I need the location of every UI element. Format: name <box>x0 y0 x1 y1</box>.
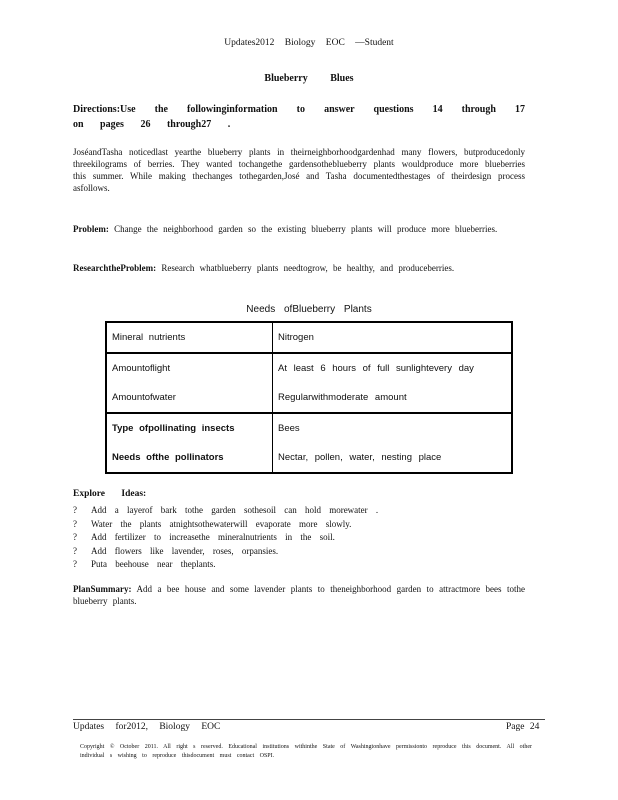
value-cell: Bees <box>278 423 300 434</box>
value-cell: Nectar, pollen, water, nesting place <box>278 452 442 463</box>
need-cell: Mineral nutrients <box>106 322 273 353</box>
need-cell: Amountofwater <box>106 383 273 413</box>
page-number: Page 24 <box>506 722 540 732</box>
problem-label: Problem: <box>73 224 109 234</box>
list-item <box>73 531 513 545</box>
need-cell: Amountoflight <box>106 353 273 383</box>
idea-text: Add a layerof bark tothe garden sothesoil can hold morewater . <box>91 505 379 515</box>
idea-text: Add flowers like lavender, roses, orpansies. <box>91 545 279 556</box>
directions-label: Directions: <box>73 104 121 115</box>
table-row <box>106 443 512 473</box>
ideas-list <box>73 504 513 572</box>
bullet-glyph: ? <box>73 545 77 556</box>
table-row <box>106 322 512 353</box>
need-cell: Needs ofthe pollinators <box>106 443 273 473</box>
table-row <box>106 413 512 443</box>
intro-paragraph: JoséandTasha noticedlast yearthe blueberry plants in theirneighborhoodgardenhad many flowers, butproducedonly threekilograms of berries. They wanted tochangethe gardensotheblueberry plants wouldproduce more blueberries this summer. While making thechanges tothegarden,José and Tasha documentedthestages of theirdesign process asfollows. <box>73 147 525 193</box>
directions-text: Use the followinginformation to answer questions 14 through 17 on pages 26 through27 . <box>73 104 525 130</box>
value-cell: Nitrogen <box>273 322 513 353</box>
idea-text: Add fertilizer to increasethe mineralnutrients in the soil. <box>91 532 335 542</box>
idea-text: Puta beehouse near theplants. <box>91 559 216 569</box>
page-header: Updates2012 Biology EOC —Student <box>224 38 394 48</box>
footer-left: Updates for2012, Biology EOC <box>73 722 221 732</box>
bullet-glyph: ? <box>73 532 77 542</box>
explore-ideas-heading: Explore Ideas: <box>73 489 147 499</box>
list-item <box>73 545 513 559</box>
table-caption: Needs ofBlueberry Plants <box>246 304 372 315</box>
bullet-glyph: ? <box>73 559 77 569</box>
idea-text: Water the plants atnightsothewaterwill evaporate more slowly. <box>91 518 352 529</box>
research-text: Research whatblueberry plants needtogrow, be healthy, and produceberries. <box>161 263 455 273</box>
directions <box>73 102 525 132</box>
plan-label: PlanSummary: <box>73 584 132 594</box>
bullet-glyph: ? <box>73 518 77 529</box>
table-row <box>106 353 512 383</box>
page-title: Blueberry Blues <box>264 73 354 84</box>
footer-divider <box>73 719 545 720</box>
problem-paragraph <box>73 223 525 235</box>
list-item <box>73 558 513 572</box>
value-cell: At least 6 hours of full sunlightevery day <box>278 363 474 374</box>
needs-table <box>105 321 513 474</box>
bullet-glyph: ? <box>73 505 77 515</box>
plan-summary-paragraph <box>73 583 525 607</box>
copyright-notice: Copyright © October 2011. All right s reserved. Educational institutions withinthe State of Washingtonhave permissionto reproduce this document. All other individual s wishing to reproduce thisdocument must contact OSPI. <box>80 744 533 759</box>
table-row <box>106 383 512 413</box>
need-cell: Type ofpollinating insects <box>106 413 273 443</box>
value-cell: Regularwithmoderate amount <box>273 383 513 413</box>
research-paragraph <box>73 262 525 274</box>
plan-text: Add a bee house and some lavender plants to theneighborhood garden to attractmore bees tothe blueberry plants. <box>73 584 525 606</box>
problem-text: Change the neighborhood garden so the existing blueberry plants will produce more blueberries. <box>114 224 498 234</box>
list-item <box>73 518 513 532</box>
research-label: ResearchtheProblem: <box>73 263 157 273</box>
list-item <box>73 504 513 518</box>
